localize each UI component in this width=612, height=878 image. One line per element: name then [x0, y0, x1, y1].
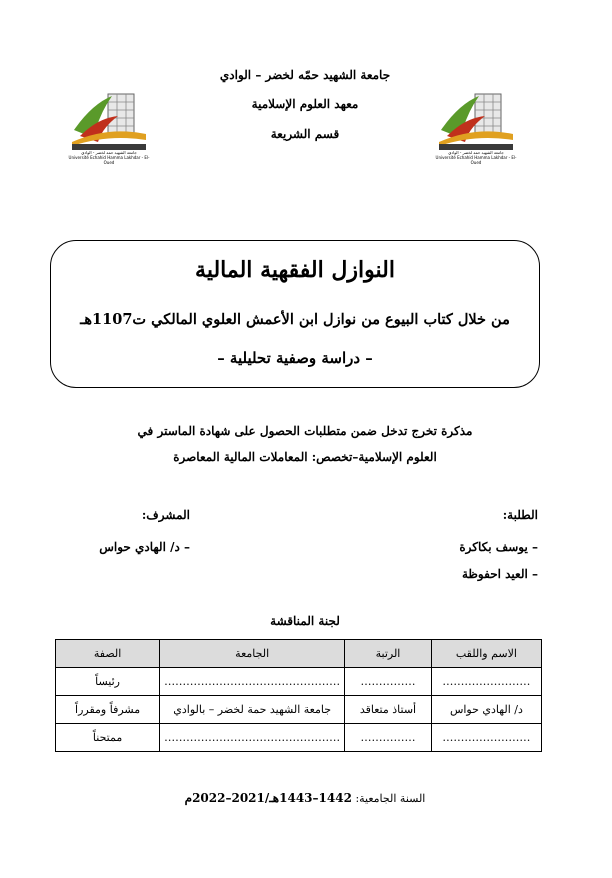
logo-caption-arabic: جامعة الشهيد حمه لخضر - الوادي — [448, 150, 504, 155]
student-name: – يوسف بكاكرة — [459, 540, 538, 554]
thesis-line-2: العلوم الإسلامية–تخصص: المعاملات المالية المعاصرة — [173, 450, 437, 464]
cell-university: ………………………………………… — [160, 668, 345, 696]
logo-caption-latin: Université Echahid Hamma Lakhdar - El-Oued — [68, 155, 150, 165]
thesis-line-1: مذكرة تخرج تدخل ضمن متطلبات الحصول على شهادة الماستر في — [137, 424, 473, 438]
academic-year-value: 1442–1443هـ/2021–2022م — [184, 791, 352, 805]
title-box — [50, 240, 540, 388]
institute-name: معهد العلوم الإسلامية — [251, 97, 359, 111]
cell-rank: أستاذ متعاقد — [345, 696, 432, 724]
supervisor-label: المشرف: — [141, 508, 190, 522]
cell-role: مشرفاً ومقرراً — [56, 696, 160, 724]
cell-role: رئيساً — [56, 668, 160, 696]
supervisor-name: – د/ الهادي حواس — [99, 540, 190, 554]
header-role: الصفة — [56, 640, 160, 668]
cell-rank: …………… — [345, 668, 432, 696]
university-logo-right — [435, 80, 517, 165]
cell-name: …………………… — [431, 668, 541, 696]
main-title: النوازل الفقهية المالية — [195, 257, 395, 283]
committee-title: لجنة المناقشة — [270, 614, 340, 628]
university-name: جامعة الشهيد حمّه لخضر – الوادي — [219, 68, 391, 82]
academic-year-label: السنة الجامعية: — [355, 792, 426, 805]
header-university: الجامعة — [160, 640, 345, 668]
header-name: الاسم واللقب — [431, 640, 541, 668]
table-row — [56, 696, 542, 724]
table-header-row — [56, 640, 542, 668]
logo-caption-latin: Université Echahid Hamma Lakhdar - El-Oued — [435, 155, 517, 165]
students-label: الطلبة: — [502, 508, 538, 522]
student-name: – العيد احفوظة — [461, 567, 538, 581]
university-logo-left — [68, 80, 150, 165]
academic-year — [130, 791, 480, 805]
table-row — [56, 668, 542, 696]
cell-role: ممتحناً — [56, 724, 160, 752]
cell-rank: …………… — [345, 724, 432, 752]
logo-caption-arabic: جامعة الشهيد حمه لخضر - الوادي — [81, 150, 137, 155]
table-row — [56, 724, 542, 752]
cell-name: …………………… — [431, 724, 541, 752]
department-name: قسم الشريعة — [270, 127, 340, 141]
committee-table — [55, 639, 542, 752]
cell-university: جامعة الشهيد حمة لخضر – بالوادي — [160, 696, 345, 724]
cell-name: د/ الهادي حواس — [431, 696, 541, 724]
subtitle-line-1: من خلال كتاب البيوع من نوازل ابن الأعمش العلوي المالكي ت1107هـ — [80, 311, 510, 328]
subtitle-line-2: – دراسة وصفية تحليلية – — [217, 349, 373, 367]
header-rank: الرتبة — [345, 640, 432, 668]
cell-university: ………………………………………… — [160, 724, 345, 752]
